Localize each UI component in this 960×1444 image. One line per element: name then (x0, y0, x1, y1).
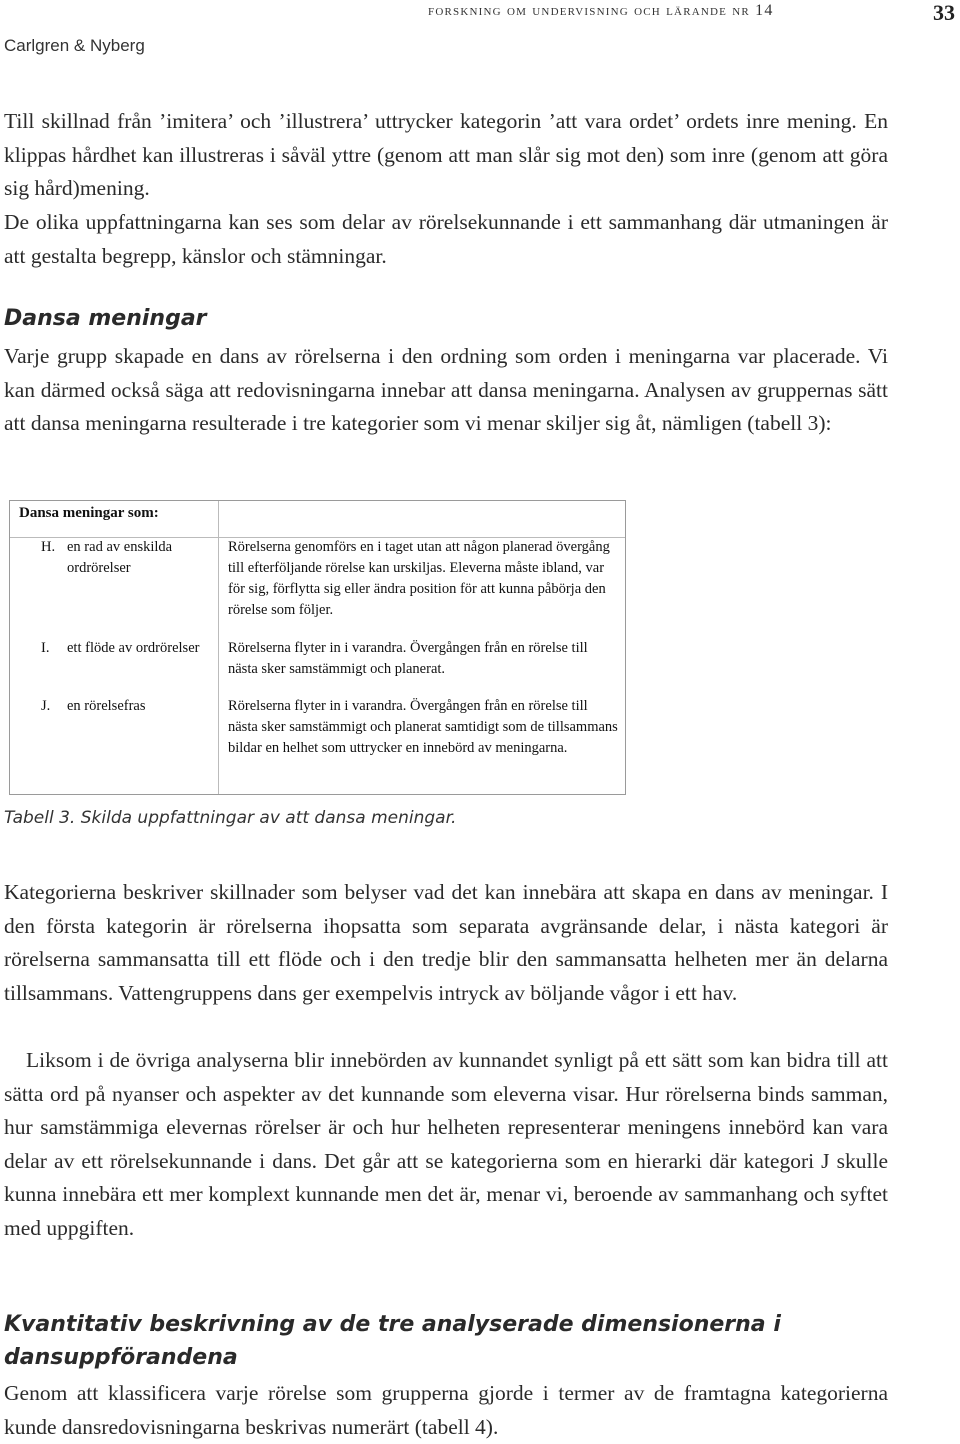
row-label: en rörelsefras (67, 698, 146, 714)
body-paragraph: Liksom i de övriga analyserna blir innebörden av kunnandet synligt på ett sätt som kan bidra till att sätta ord på nyanser och aspekter av det kunnande som eleverna visar. Hur rörelserna binds samman, hur samstämmiga elevernas rörelser är och hur helheten representerar meningens innebörd kan vara delar av ett rörelsekunnande i dans. Det går att se kategorierna som en hierarki där kategori J skulle kunna innebära ett mer komplext kunnande men det är, menar vi, beroende av sammanhang och syftet med uppgiften. (4, 1048, 888, 1240)
row-description: Rörelserna flyter in i varandra. Övergången från en rörelse till nästa sker samstämmigt och planerat. (228, 640, 588, 677)
table-header: Dansa meningar som: (19, 505, 159, 521)
row-description: Rörelserna flyter in i varandra. Övergången från en rörelse till nästa sker samstämmigt och planerat samtidigt som de tillsammans bildar en helhet som uttrycker en innebörd av meningarna. (228, 698, 618, 756)
running-authors: Carlgren & Nyberg (4, 36, 145, 55)
body-paragraph: Varje grupp skapade en dans av rörelserna i den ordning som orden i meningarna var placerade. Vi kan därmed också säga att redovisningarna innebar att dansa meningarna. Analysen av gruppernas sätt att dansa meningarna resulterade i tre kategorier som vi menar skiljer sig åt, nämligen (tabell 3): (4, 344, 888, 436)
body-paragraph: Genom att klassificera varje rörelse som grupperna gjorde i termer av de framtagna kategorierna kunde dansredovisningarna beskrivas numerärt (tabell 4). (4, 1381, 888, 1439)
row-label: en rad av enskilda ordrörelser (67, 539, 173, 576)
section-heading: Kvantitativ beskrivning av de tre analyserade dimensionerna i dansuppförandena (4, 1312, 781, 1370)
table-caption: Tabell 3. Skilda uppfattningar av att dansa meningar. (4, 808, 457, 828)
row-id: H. (41, 539, 56, 555)
row-label: ett flöde av ordrörelser (67, 640, 200, 656)
page-number: 33 (933, 0, 955, 25)
body-paragraph: De olika uppfattningarna kan ses som delar av rörelsekunnande i ett sammanhang där utmaningen är att gestalta begrepp, känslor och stämningar. (4, 210, 888, 268)
body-paragraph: Till skillnad från ’imitera’ och ’illustrera’ uttrycker kategorin ’att vara ordet’ ordets inre mening. En klippas hårdhet kan illustreras i såväl yttre (genom att man slår sig mot den) som inre (genom att göra sig hård)mening. (4, 109, 888, 201)
categories-table (9, 500, 626, 795)
body-paragraph: Kategorierna beskriver skillnader som belyser vad det kan innebära att skapa en dans av meningar. I den första kategorin är rörelserna ihopsatta som separata avgränsande delar, i nästa kategori är rörelserna sammansatta till ett flöde och i den tredje blir den sammansatta helheten mer än delarna tillsammans. Vattengruppens dans ger exempelvis intryck av böljande vågor i ett hav. (4, 880, 888, 1005)
row-id: I. (41, 640, 50, 656)
row-id: J. (41, 698, 51, 714)
journal-header: forskning om undervisning och lärande nr 14 (428, 2, 774, 19)
table-column-divider (218, 501, 219, 794)
row-description: Rörelserna genomförs en i taget utan att någon planerad övergång till efterföljande rörelse kan urskiljas. Eleverna måste ibland, var för sig, förflytta sig eller ändra position för att kunna påbörja den rörelse som följer. (228, 539, 610, 618)
section-heading: Dansa meningar (4, 306, 207, 331)
